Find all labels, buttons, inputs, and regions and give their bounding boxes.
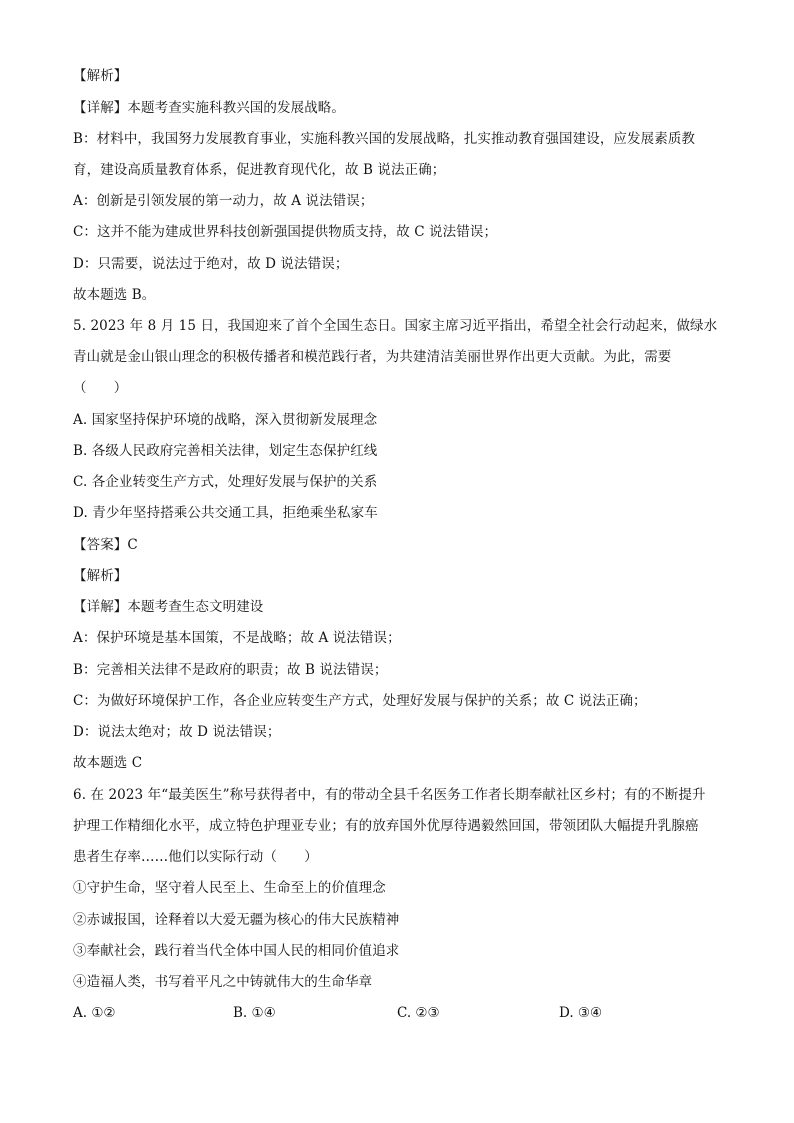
question-6-option-a: A. ①② [73, 1005, 116, 1021]
question-6-statement-2: ②赤诚报国，诠释着以大爱无疆为核心的伟大民族精神 [73, 912, 400, 928]
explanation-line: D：说法太绝对；故 D 说法错误； [73, 724, 281, 740]
question-6-stem: 6. 在 2023 年“最美医生”称号获得者中，有的带动全县千名医务工作者长期奉献社区乡村；有的不断提升 [73, 787, 706, 803]
question-6-statement-4: ④造福人类，书写着平凡之中铸就伟大的生命华章 [73, 974, 373, 990]
question-6-statement-1: ①守护生命，坚守着人民至上、生命至上的价值理念 [73, 880, 386, 896]
question-5-option-c: C. 各企业转变生产方式，处理好发展与保护的关系 [73, 474, 378, 490]
explanation-line: A：保护环境是基本国策，不是战略；故 A 说法错误； [73, 630, 401, 646]
detail-heading: 【详解】本题考查实施科教兴国的发展战略。 [73, 100, 345, 116]
question-5-stem: 5. 2023 年 8 月 15 日，我国迎来了首个全国生态日。国家主席习近平指出，希望全社会行动起来，做绿水 [73, 318, 718, 334]
question-6-stem: 护理工作精细化水平，成立特色护理亚专业；有的放弃国外优厚待遇毅然回国，带领团队大幅提升乳腺癌 [73, 818, 699, 834]
detail-heading: 【详解】本题考查生态文明建设 [73, 599, 264, 615]
question-6-options [73, 1003, 723, 1023]
question-6-option-d: D. ③④ [559, 1005, 603, 1021]
question-6-option-b: B. ①④ [233, 1005, 276, 1021]
conclusion-line: 故本题选 C [73, 755, 143, 771]
question-5-option-b: B. 各级人民政府完善相关法律，划定生态保护红线 [73, 443, 378, 459]
explanation-line: C：为做好环境保护工作，各企业应转变生产方式，处理好发展与保护的关系；故 C 说法正确； [73, 693, 647, 709]
explanation-line: B：材料中，我国努力发展教育事业，实施科教兴国的发展战略，扎实推动教育强国建设，应发展素质教 [73, 131, 696, 147]
explanation-line: A：创新是引领发展的第一动力，故 A 说法错误； [73, 193, 374, 209]
section-heading-analysis: 【解析】 [73, 68, 128, 84]
explanation-line: 育，建设高质量教育体系，促进教育现代化，故 B 说法正确； [73, 162, 446, 178]
question-5-option-d: D. 青少年坚持搭乘公共交通工具，拒绝乘坐私家车 [73, 505, 378, 521]
section-heading-analysis: 【解析】 [73, 568, 128, 584]
explanation-line: B：完善相关法律不是政府的职责；故 B 说法错误； [73, 662, 388, 678]
question-5-blank: （ ） [73, 380, 128, 396]
question-6-stem: 患者生存率……他们以实际行动（ ） [73, 849, 318, 865]
question-5-stem: 青山就是金山银山理念的积极传播者和模范践行者，为共建清洁美丽世界作出更大贡献。为此，需要 [73, 349, 672, 365]
answer-line: 【答案】C [73, 537, 138, 553]
explanation-line: C：这并不能为建成世界科技创新强国提供物质支持，故 C 说法错误； [73, 224, 498, 240]
conclusion-line: 故本题选 B。 [73, 287, 156, 303]
question-6-statement-3: ③奉献社会，践行着当代全体中国人民的相同价值追求 [73, 943, 400, 959]
question-5-option-a: A. 国家坚持保护环境的战略，深入贯彻新发展理念 [73, 412, 378, 428]
question-6-option-c: C. ②③ [397, 1005, 440, 1021]
explanation-line: D：只需要，说法过于绝对，故 D 说法错误； [73, 256, 349, 272]
